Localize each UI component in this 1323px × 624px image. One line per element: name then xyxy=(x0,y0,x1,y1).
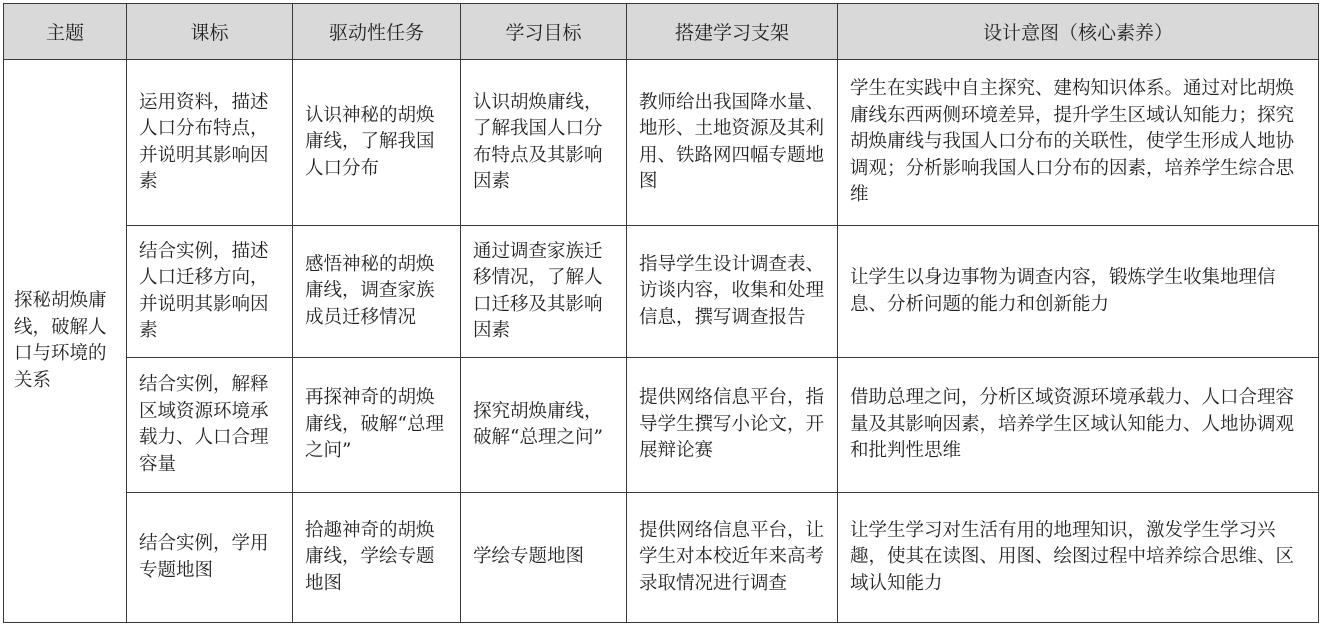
header-driving-task: 驱动性任务 xyxy=(293,4,461,60)
header-theme: 主题 xyxy=(4,4,127,60)
intent-cell: 让学生学习对生活有用的地理知识，激发学生学习兴趣，使其在读图、用图、绘图过程中培养综合思维、区域认知能力 xyxy=(838,493,1319,623)
curriculum-design-table xyxy=(3,3,1319,623)
intent-cell: 学生在实践中自主探究、建构知识体系。通过对比胡焕庸线东西两侧环境差异，提升学生区域认知能力；探究胡焕庸线与我国人口分布的关联性，使学生形成人地协调观；分析影响我国人口分布的因素，培养学生综合思维 xyxy=(838,60,1319,226)
header-scaffold: 搭建学习支架 xyxy=(627,4,838,60)
scaffold-cell: 教师给出我国降水量、地形、土地资源及其利用、铁路网四幅专题地图 xyxy=(627,60,838,226)
task-cell: 认识神秘的胡焕庸线，了解我国人口分布 xyxy=(293,60,461,226)
table-row xyxy=(4,226,1319,358)
standard-cell: 结合实例，描述人口迁移方向，并说明其影响因素 xyxy=(127,226,293,358)
header-standard: 课标 xyxy=(127,4,293,60)
goal-cell: 学绘专题地图 xyxy=(461,493,627,623)
theme-cell: 探秘胡焕庸线，破解人口与环境的关系 xyxy=(4,60,127,623)
task-cell: 再探神奇的胡焕庸线，破解“总理之问” xyxy=(293,358,461,493)
header-row xyxy=(4,4,1319,60)
table-row xyxy=(4,493,1319,623)
goal-cell: 探究胡焕庸线，破解“总理之问” xyxy=(461,358,627,493)
intent-cell: 让学生以身边事物为调查内容，锻炼学生收集地理信息、分析问题的能力和创新能力 xyxy=(838,226,1319,358)
standard-cell: 运用资料，描述人口分布特点，并说明其影响因素 xyxy=(127,60,293,226)
standard-cell: 结合实例，学用专题地图 xyxy=(127,493,293,623)
goal-cell: 认识胡焕庸线，了解我国人口分布特点及其影响因素 xyxy=(461,60,627,226)
table-row xyxy=(4,358,1319,493)
goal-cell: 通过调查家族迁移情况，了解人口迁移及其影响因素 xyxy=(461,226,627,358)
header-design-intent: 设计意图（核心素养） xyxy=(838,4,1319,60)
table-row xyxy=(4,60,1319,226)
intent-cell: 借助总理之问，分析区域资源环境承载力、人口合理容量及其影响因素，培养学生区域认知能力、人地协调观和批判性思维 xyxy=(838,358,1319,493)
task-cell: 感悟神秘的胡焕庸线，调查家族成员迁移情况 xyxy=(293,226,461,358)
scaffold-cell: 指导学生设计调查表、访谈内容，收集和处理信息，撰写调查报告 xyxy=(627,226,838,358)
scaffold-cell: 提供网络信息平台，让学生对本校近年来高考录取情况进行调查 xyxy=(627,493,838,623)
standard-cell: 结合实例，解释区域资源环境承载力、人口合理容量 xyxy=(127,358,293,493)
scaffold-cell: 提供网络信息平台，指导学生撰写小论文，开展辩论赛 xyxy=(627,358,838,493)
task-cell: 拾趣神奇的胡焕庸线，学绘专题地图 xyxy=(293,493,461,623)
header-learning-goal: 学习目标 xyxy=(461,4,627,60)
